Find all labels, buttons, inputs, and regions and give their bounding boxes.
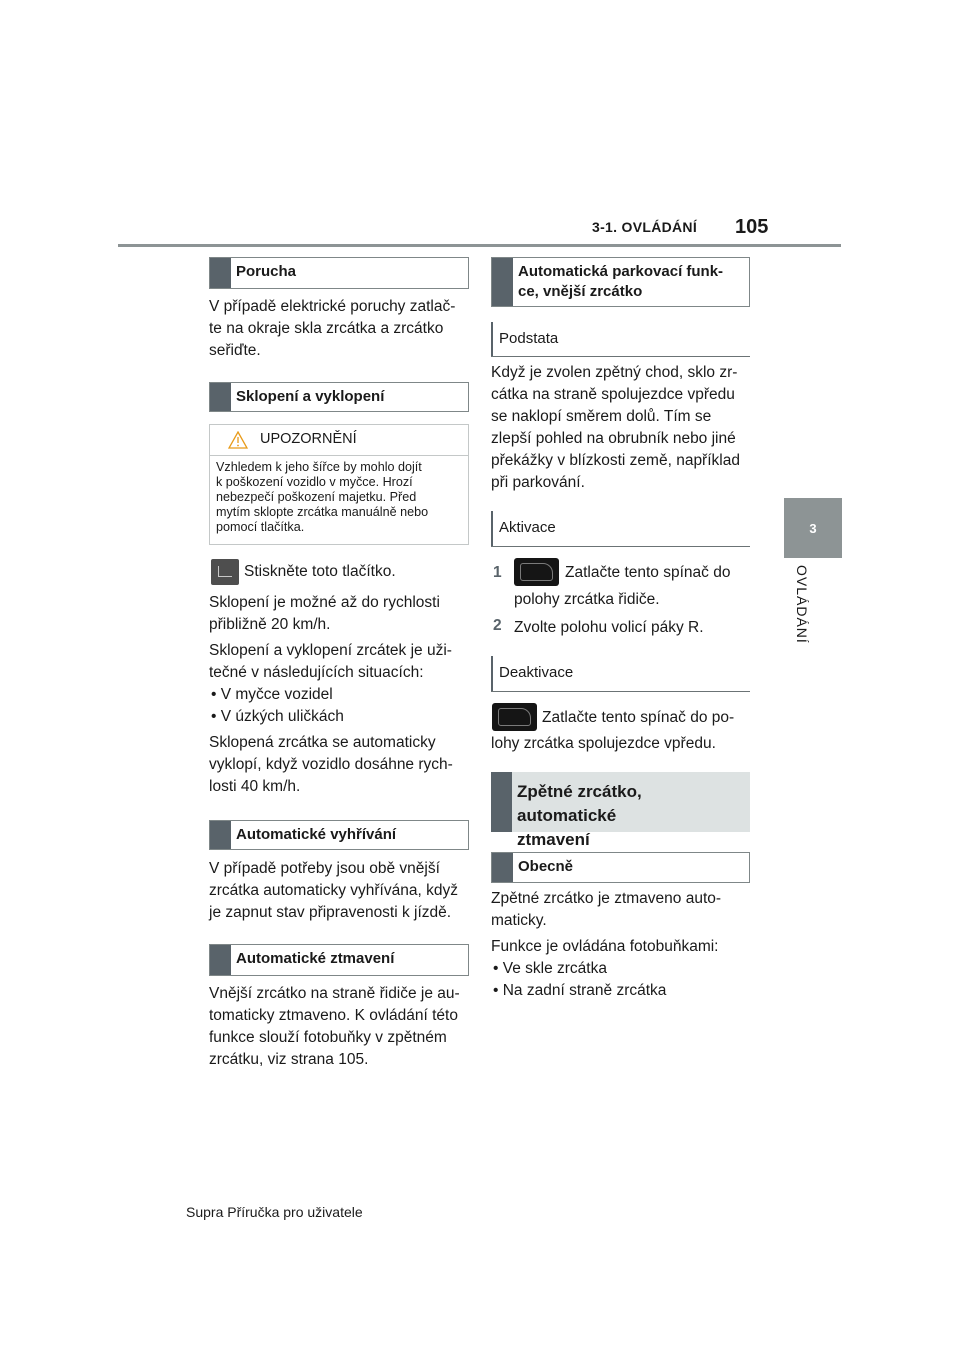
heading-bar: [210, 258, 231, 288]
footer-manual-title: Supra Příručka pro uživatele: [186, 1204, 363, 1220]
step1-text: Zatlačte tento spínač do: [565, 564, 731, 581]
heading-ztmaveni: [209, 944, 469, 976]
warning-triangle-icon: [228, 431, 248, 449]
heading-bar: [492, 258, 513, 306]
heading-bar: [210, 945, 231, 975]
heading-text: Zpětné zrcátko, automatické ztmavení: [517, 782, 642, 849]
running-header-section: 3-1. OVLÁDÁNÍ: [592, 219, 698, 235]
zpetne-photocells-text: Funkce je ovládána fotobuňkami: • Ve skle zrcátka • Na zadní straně zrcátka: [491, 938, 719, 999]
heading-text: Automatická parkovací funk- ce, vnější zrcátko: [518, 263, 724, 300]
heading-text: Sklopení a vyklopení: [236, 388, 385, 405]
sklopeni-usage-text: Sklopení a vyklopení zrcátek je uži- tečné v následujících situacích: • V myčce vozidel • V úzkých uličkách: [209, 642, 452, 725]
heading-text: Automatické ztmavení: [236, 950, 395, 967]
subheading-podstata: Podstata: [491, 322, 750, 357]
step1-text-cont: polohy zrcátka řidiče.: [514, 591, 660, 608]
mirror-switch-icon: [492, 703, 537, 731]
zpetne-text: Zpětné zrcátko je ztmaveno auto- maticky.: [491, 890, 722, 929]
podstata-text: Když je zvolen zpětný chod, sklo zr- cátka na straně spolujezdce vpředu se naklopí směrem dolů. Tím se zlepší pohled na obrubník nebo jiné překážky v blízkosti země, například při parkování.: [491, 364, 740, 491]
warning-text: Vzhledem k jeho šířce by mohlo dojít k poškození vozidlo v myčce. Hrozí nebezpečí poškození majetku. Před mytím sklopte zrcátka manuálně nebo pomocí tlačítka.: [216, 460, 429, 534]
heading-obecne: [491, 852, 750, 883]
warning-header: [210, 425, 468, 456]
heading-text: Obecně: [518, 858, 574, 875]
subheading-deaktivace: Deaktivace: [491, 656, 750, 692]
heading-bar: [492, 853, 513, 882]
deaktivace-text: Zatlačte tento spínač do po-: [542, 709, 735, 726]
press-button-text: Stiskněte toto tlačítko.: [244, 563, 396, 580]
heading-text: Porucha: [236, 263, 297, 280]
chapter-label: OVLÁDÁNÍ: [794, 565, 810, 644]
mirror-fold-button-icon: [211, 559, 239, 585]
step-number: 2: [493, 617, 502, 634]
step2-text: Zvolte polohu volicí páky R.: [514, 619, 704, 636]
subheading-aktivace: Aktivace: [491, 511, 750, 547]
heading-porucha: [209, 257, 469, 289]
page-number: 105: [735, 216, 769, 238]
ztmaveni-text: Vnější zrcátko na straně řidiče je au- tomaticky ztmaveno. K ovládání této funkce slouží fotobuňky v zpětném zrcátku, viz strana 105.: [209, 985, 460, 1068]
sklopeni-speed-text: Sklopení je možné až do rychlosti přibližně 20 km/h.: [209, 594, 440, 633]
sklopeni-auto-text: Sklopená zrcátka se automaticky vyklopí, když vozidlo dosáhne rych- losti 40 km/h.: [209, 734, 453, 795]
heading-sklopeni: [209, 382, 469, 412]
heading-bar: [210, 383, 231, 411]
porucha-text: V případě elektrické poruchy zatlač- te na okraje skla zrcátka a zrcátko seřiďte.: [209, 298, 456, 359]
heading-parking-function: [491, 257, 750, 307]
heading-bar: [491, 772, 512, 832]
heading-text: Automatické vyhřívání: [236, 826, 397, 843]
deaktivace-text-cont: lohy zrcátka spolujezdce vpředu.: [491, 735, 716, 752]
step-number: 1: [493, 564, 502, 581]
vyhrivani-text: V případě potřeby jsou obě vnější zrcátka automaticky vyhřívána, když je zapnut stav připravenosti k jízdě.: [209, 860, 458, 921]
header-rule: [118, 244, 841, 247]
heading-vyhrivani: [209, 820, 469, 850]
warning-title: UPOZORNĚNÍ: [260, 431, 357, 447]
mirror-switch-icon: [514, 558, 559, 586]
warning-box: [209, 424, 469, 545]
chapter-tab: 3: [784, 498, 842, 558]
heading-bar: [210, 821, 231, 849]
heading-zpetne-zrcatko: [491, 772, 750, 849]
